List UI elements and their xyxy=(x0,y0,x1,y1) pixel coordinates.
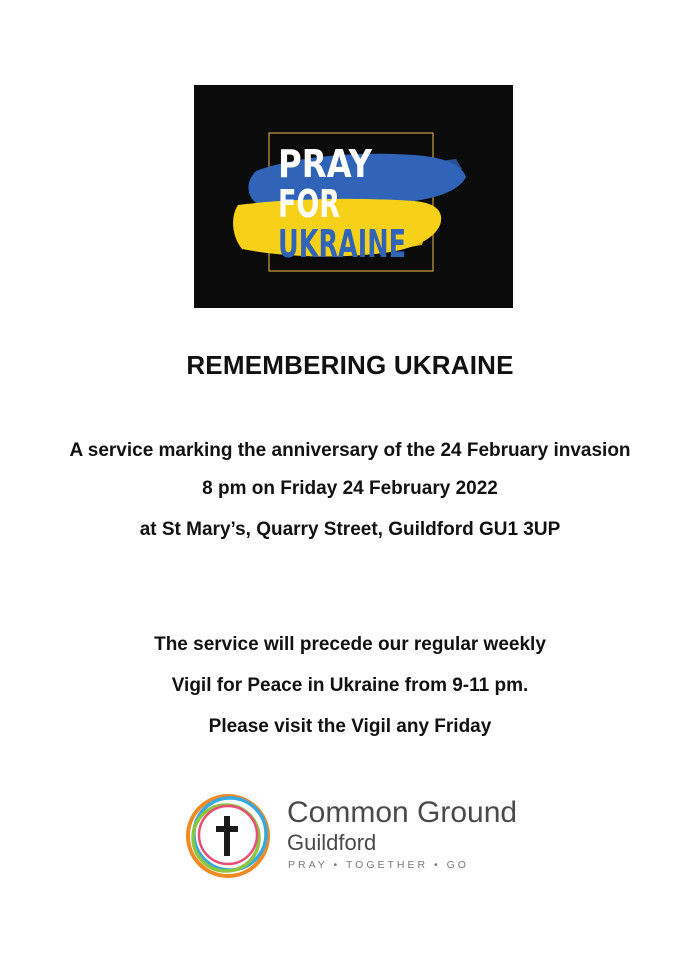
page-title: REMEMBERING UKRAINE xyxy=(186,350,514,380)
cross-icon xyxy=(184,792,272,880)
pray-text: PRAY xyxy=(278,142,373,186)
vigil-line-3: Please visit the Vigil any Friday xyxy=(208,716,492,737)
logo-tagline: PRAY • TOGETHER • GO xyxy=(288,859,469,871)
vigil-details xyxy=(60,630,640,753)
common-ground-logo xyxy=(184,792,544,882)
vigil-line-1: The service will precede our regular weekly xyxy=(154,634,546,655)
for-text: FOR xyxy=(278,182,340,226)
logo-name: Common Ground xyxy=(287,796,518,829)
ukraine-text: UKRAINE xyxy=(278,222,406,266)
pray-for-ukraine-image xyxy=(194,85,513,308)
service-location: at St Mary’s, Quarry Street, Guildford GU1 3UP xyxy=(139,519,561,540)
service-time: 8 pm on Friday 24 February 2022 xyxy=(202,478,498,499)
service-details xyxy=(60,436,640,545)
pray-for-ukraine-graphic xyxy=(194,85,513,308)
vigil-line-2: Vigil for Peace in Ukraine from 9-11 pm. xyxy=(171,675,529,696)
service-description: A service marking the anniversary of the 24 February invasion xyxy=(69,440,631,461)
logo-subname: Guildford xyxy=(287,830,377,855)
